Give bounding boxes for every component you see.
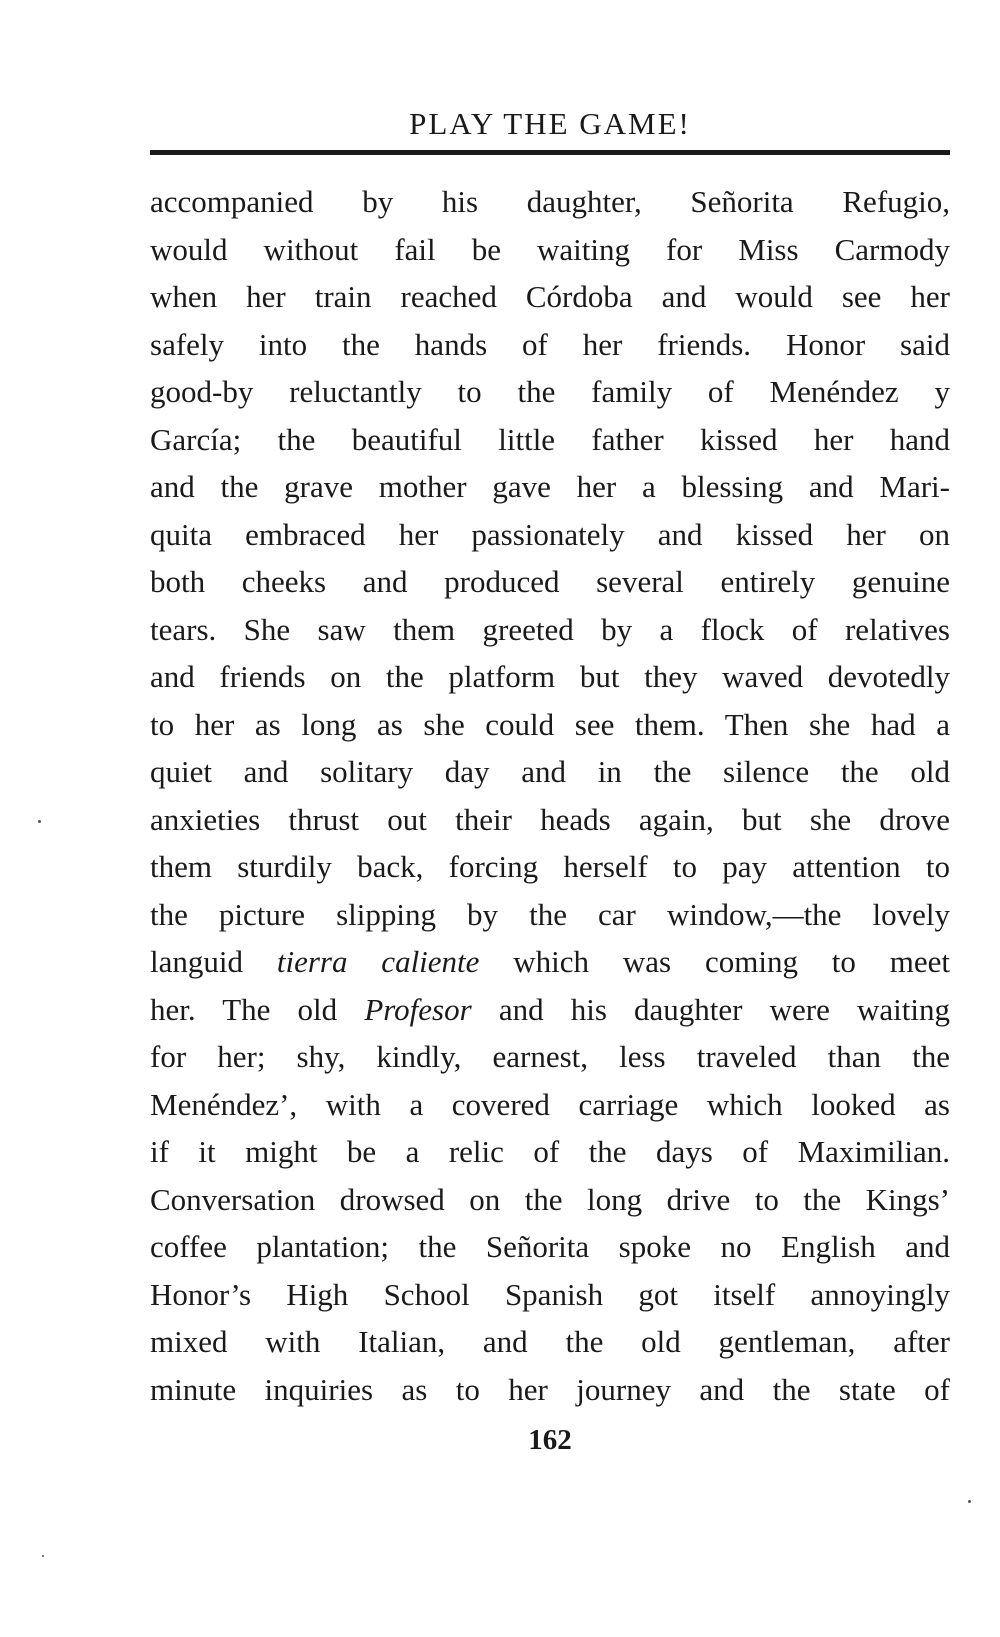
text-line: for her; shy, kindly, earnest, less traveled than the [150,1039,950,1074]
italic-phrase: Profesor [364,991,472,1027]
text-line: coffee plantation; the Señorita spoke no English and [150,1229,950,1264]
text-line: them sturdily back, forcing herself to pay attention to [150,849,950,884]
text-line: tears. She saw them greeted by a flock of relatives [150,611,950,647]
text-line: Conversation drowsed on the long drive to the Kings’ [150,1181,950,1217]
text-line: quita embraced her passionately and kissed her on [150,516,950,552]
text-line: Honor’s High School Spanish got itself annoyingly [150,1276,950,1312]
text-line: good-by reluctantly to the family of Menéndez y [150,374,950,409]
text-line: both cheeks and produced several entirely genuine [150,564,950,599]
text-line: when her train reached Córdoba and would see her [150,279,950,314]
text-line: if it might be a relic of the days of Maximilian. [150,1134,950,1169]
header-rule [150,150,950,155]
scan-speck [38,820,41,823]
text-line: safely into the hands of her friends. Honor said [150,326,950,362]
text-line: García; the beautiful little father kissed her hand [150,421,950,457]
text-line: and the grave mother gave her a blessing and Mari- [150,469,950,504]
text-line: anxieties thrust out their heads again, but she drove [150,801,950,837]
text-line: to her as long as she could see them. Then she had a [150,706,950,742]
italic-phrase: tierra caliente [276,944,480,979]
text-line: would without fail be waiting for Miss Carmody [150,231,950,267]
running-head: PLAY THE GAME! [409,106,691,141]
text-line: accompanied by his daughter, Señorita Refugio, [150,184,950,219]
body-text [150,178,950,1413]
text-line: the picture slipping by the car window,—the lovely [150,896,950,932]
text-line: Menéndez’, with a covered carriage which looked as [150,1086,950,1122]
text-line: languid tierra caliente which was coming to meet [150,944,951,979]
text-line: minute inquiries as to her journey and the state of [150,1371,950,1407]
scan-speck [42,1555,44,1557]
scan-speck [968,1500,971,1503]
text-line: her. The old Profesor and his daughter were waiting [150,991,950,1027]
text-line: quiet and solitary day and in the silence the old [150,754,950,789]
page-number: 162 [528,1424,572,1456]
text-line: and friends on the platform but they waved devotedly [150,659,950,694]
text-line: mixed with Italian, and the old gentleman, after [150,1324,950,1359]
